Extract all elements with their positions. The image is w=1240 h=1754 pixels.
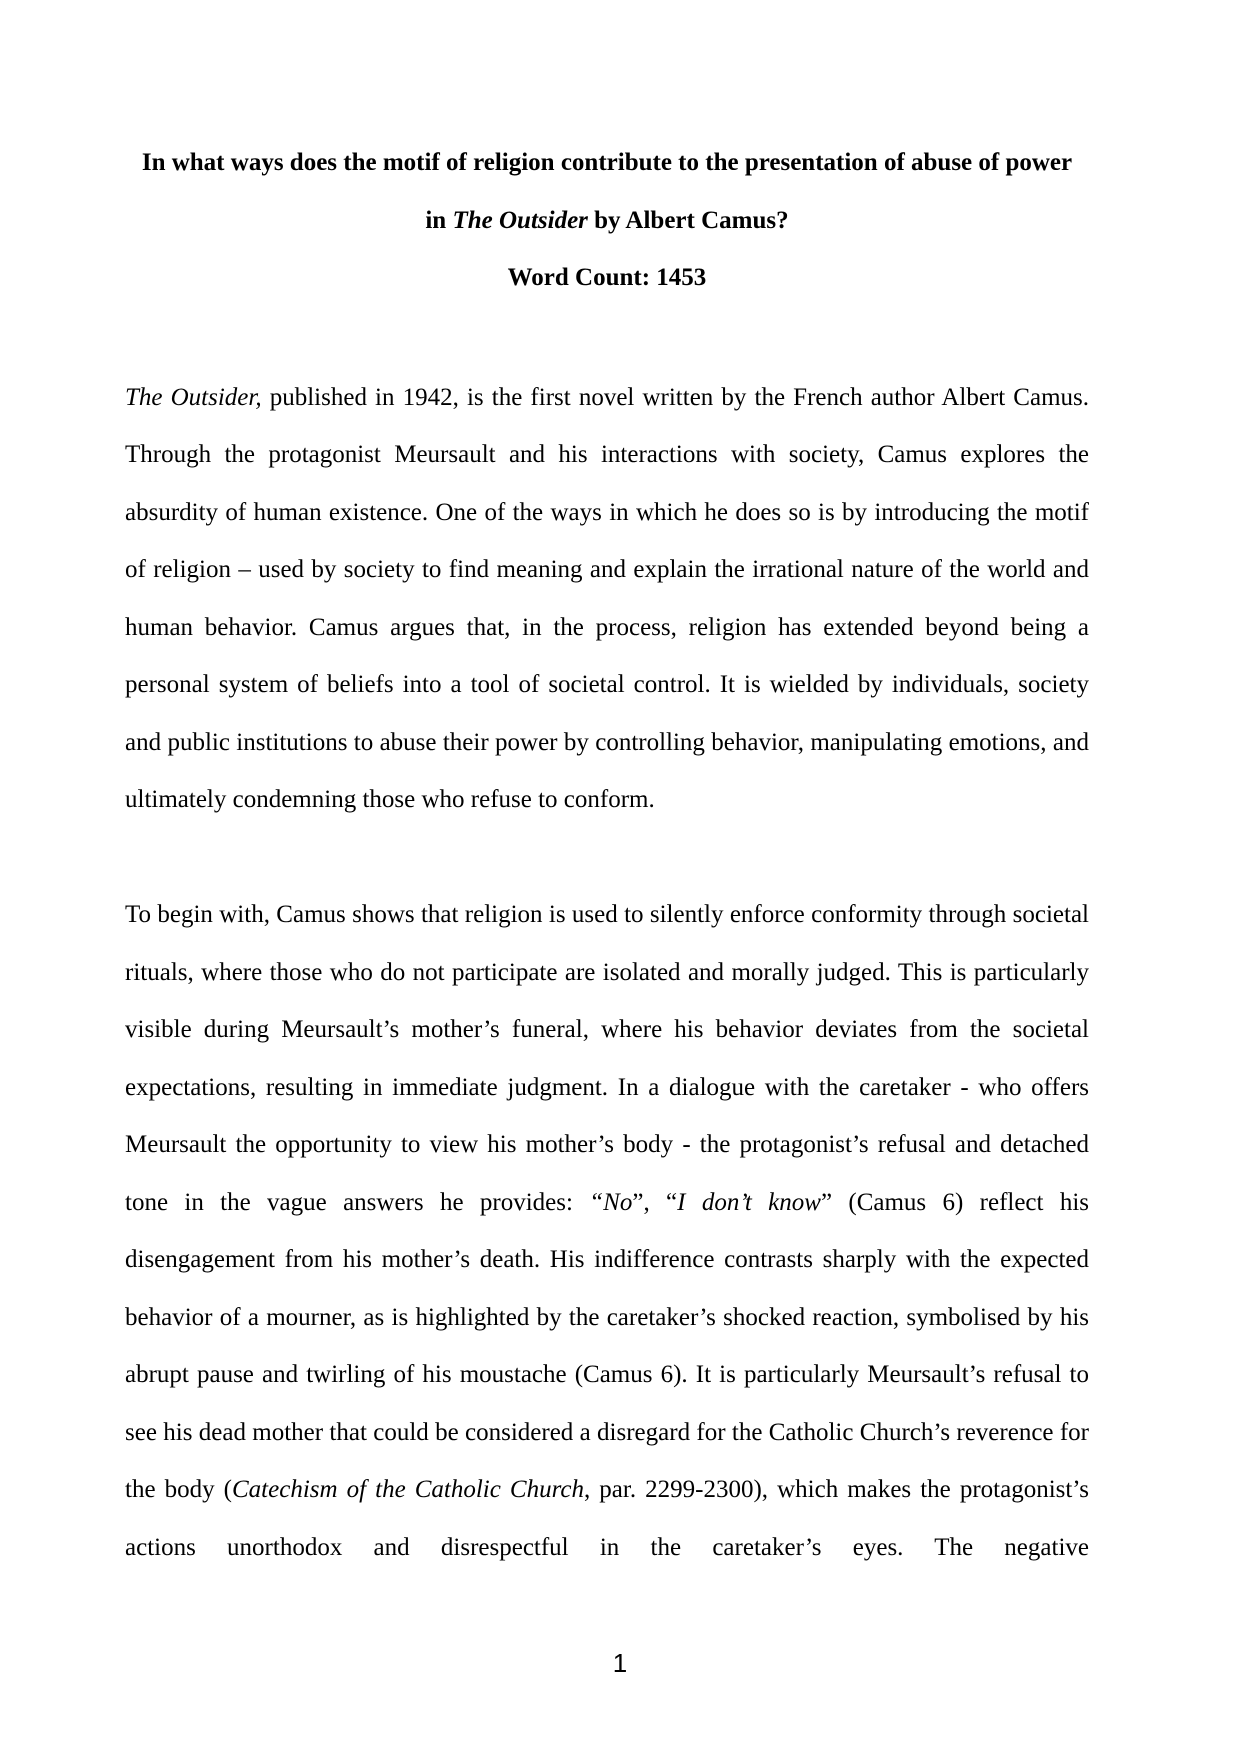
essay-title <box>125 134 1089 307</box>
text-run: by Albert Camus? <box>587 206 789 234</box>
italic-text-run: I don’t know <box>677 1188 821 1216</box>
title-line <box>125 192 1089 250</box>
text-run: Word Count: 1453 <box>507 264 707 291</box>
title-line <box>125 134 1089 192</box>
italic-text-run: Catechism of the Catholic Church <box>232 1476 584 1503</box>
text-run: , par. 2299-2300), which makes the protagonist’s actions unorthodox and disrespectful in the caretaker’s eyes. The negative <box>125 1476 1089 1561</box>
title-line <box>125 249 1089 307</box>
essay-paragraph <box>125 886 1089 1576</box>
text-run: ” (Camus 6) reflect his disengagement from his mother’s death. His indifference contrasts sharply with the expected behavior of a mourner, as is highlighted by the caretaker’s shocked reaction, symbolised by his abrupt pause and twirling of his moustache (Camus 6). It is particularly Meursault’s refusal to see his dead mother that could be considered a disregard for the Catholic Church’s reverence for the body ( <box>125 1188 1089 1503</box>
essay-body <box>125 369 1089 1577</box>
italic-text-run: The Outsider, <box>125 383 262 411</box>
text-run: published in 1942, is the first novel written by the French author Albert Camus. Through the protagonist Meursault and his interactions with society, Camus explores the absurdity of human existence. One of the ways in which he does so is by introducing the motif of religion – used by society to find meaning and explain the irrational nature of the world and human behavior. Camus argues that, in the process, religion has extended beyond being a personal system of beliefs into a tool of societal control. It is wielded by individuals, society and public institutions to abuse their power by controlling behavior, manipulating emotions, and ultimately condemning those who refuse to conform. <box>125 383 1089 813</box>
essay-paragraph <box>125 369 1089 829</box>
page-number: 1 <box>612 1648 628 1678</box>
text-run: ”, “ <box>632 1188 678 1216</box>
document-content <box>125 134 1089 1614</box>
italic-text-run: “No <box>589 1188 633 1216</box>
text-run: in <box>425 206 453 234</box>
italic-text-run: The Outsider <box>452 206 588 234</box>
text-run: In what ways does the motif of religion contribute to the presentation of abuse of power <box>141 149 1073 176</box>
text-run: To begin with, Camus shows that religion is used to silently enforce conformity through societal rituals, where those who do not participate are isolated and morally judged. This is particularly visible during Meursault’s mother’s funeral, where his behavior deviates from the societal expectations, resulting in immediate judgment. In a dialogue with the caretaker - who offers Meursault the opportunity to view his mother’s body - the protagonist’s refusal and detached tone in the vague answers he provides: <box>125 901 1089 1216</box>
